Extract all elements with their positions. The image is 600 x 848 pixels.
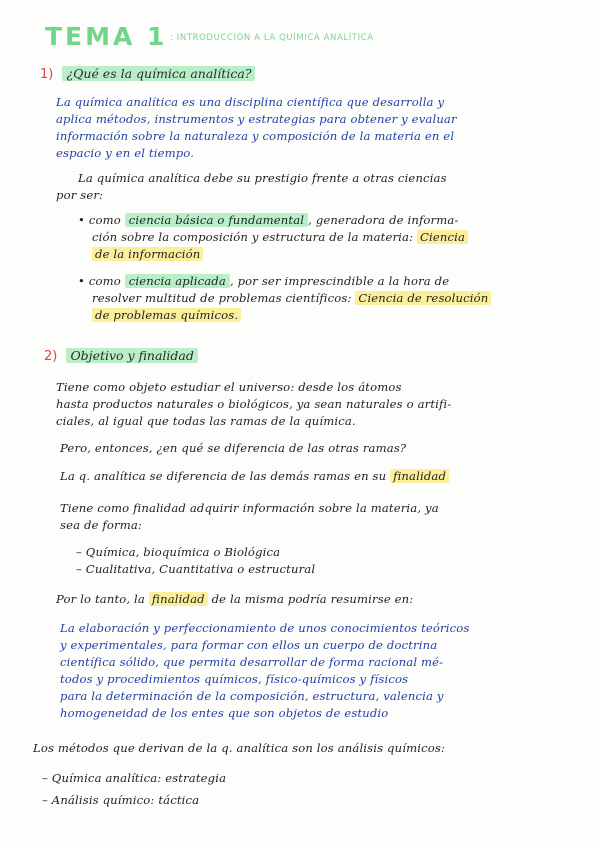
form-list-item: – Química, bioquímica o Biológica <box>76 545 281 559</box>
difference-line: La q. analítica se diferencia de las demás ramas en su finalidad <box>60 468 449 486</box>
elaboration-line: científica sólido, que permita desarrollar de forma racional mé- <box>60 655 444 669</box>
highlight-basic-science: ciencia básica o fundamental <box>125 213 308 227</box>
definition-line: espacio y en el tiempo. <box>56 146 195 160</box>
elaboration-line: todos y procedimientos químicos, físico-químicos y físicos <box>60 672 409 686</box>
goal-line: Tiene como finalidad adquirir información sobre la materia, ya <box>60 501 439 515</box>
form-list-item: – Cualitativa, Cuantitativa o estructural <box>76 562 316 576</box>
page-title: TEMA 1 <box>45 22 168 51</box>
highlight-information: de la información <box>92 247 203 261</box>
method-item: – Análisis químico: táctica <box>42 793 200 807</box>
bullet-basic-science-line2: ción sobre la composición y estructura de la materia: Ciencia <box>92 229 468 247</box>
highlight-applied-science: ciencia aplicada <box>125 274 230 288</box>
prestige-line: La química analítica debe su prestigio frente a otras ciencias <box>78 171 447 185</box>
methods-intro: Los métodos que derivan de la q. analítica son los análisis químicos: <box>33 741 446 755</box>
page-subtitle: : INTRODUCCIÓN A LA QUÍMICA ANALÍTICA <box>170 33 374 43</box>
method-item: – Química analítica: estrategia <box>42 771 227 785</box>
bullet-basic-science: • como ciencia básica o fundamental , generadora de informa- <box>78 213 459 227</box>
elaboration-line: y experimentales, para formar con ellos un cuerpo de doctrina <box>60 638 438 652</box>
objective-line: hasta productos naturales o biológicos, ya sean naturales o artifi- <box>56 397 452 411</box>
elaboration-line: homogeneidad de los entes que son objetos de estudio <box>60 706 389 720</box>
elaboration-line: para la determinación de la composición, estructura, valencia y <box>60 689 444 703</box>
question-line: Pero, entonces, ¿en qué se diferencia de las otras ramas? <box>60 441 407 455</box>
section-2-number: 2) <box>44 349 58 364</box>
highlight-chemical-problems: de problemas químicos. <box>92 308 241 322</box>
highlight-finalidad: finalidad <box>390 469 449 483</box>
highlight-information-science: Ciencia <box>417 230 468 244</box>
section-2-heading <box>44 345 198 364</box>
section-1-title: ¿Qué es la química analítica? <box>62 66 255 81</box>
elaboration-line: La elaboración y perfeccionamiento de unos conocimientos teóricos <box>60 621 470 635</box>
objective-line: Tiene como objeto estudiar el universo: desde los átomos <box>56 380 402 394</box>
bullet-basic-science-line3 <box>92 246 203 264</box>
bullet-applied-science: • como ciencia aplicada , por ser imprescindible a la hora de <box>78 274 450 288</box>
goal-line: sea de forma: <box>60 518 142 532</box>
section-1-number: 1) <box>40 67 54 82</box>
conclusion-line: Por lo tanto, la finalidad de la misma podría resumirse en: <box>56 592 414 606</box>
highlight-problem-solving: Ciencia de resolución <box>355 291 491 305</box>
definition-line: aplica métodos, instrumentos y estrategias para obtener y evaluar <box>56 112 457 126</box>
section-2-title: Objetivo y finalidad <box>66 348 197 363</box>
bullet-applied-science-line2: resolver multitud de problemas científicos: Ciencia de resolución <box>92 290 491 308</box>
definition-line: La química analítica es una disciplina científica que desarrolla y <box>56 95 445 109</box>
section-1-heading <box>40 63 255 82</box>
prestige-line: por ser: <box>56 188 104 202</box>
bullet-applied-science-line3 <box>92 307 241 325</box>
definition-line: información sobre la naturaleza y composición de la materia en el <box>56 129 455 143</box>
objective-line: ciales, al igual que todas las ramas de la química. <box>56 414 356 428</box>
highlight-finalidad-2: finalidad <box>149 592 208 606</box>
